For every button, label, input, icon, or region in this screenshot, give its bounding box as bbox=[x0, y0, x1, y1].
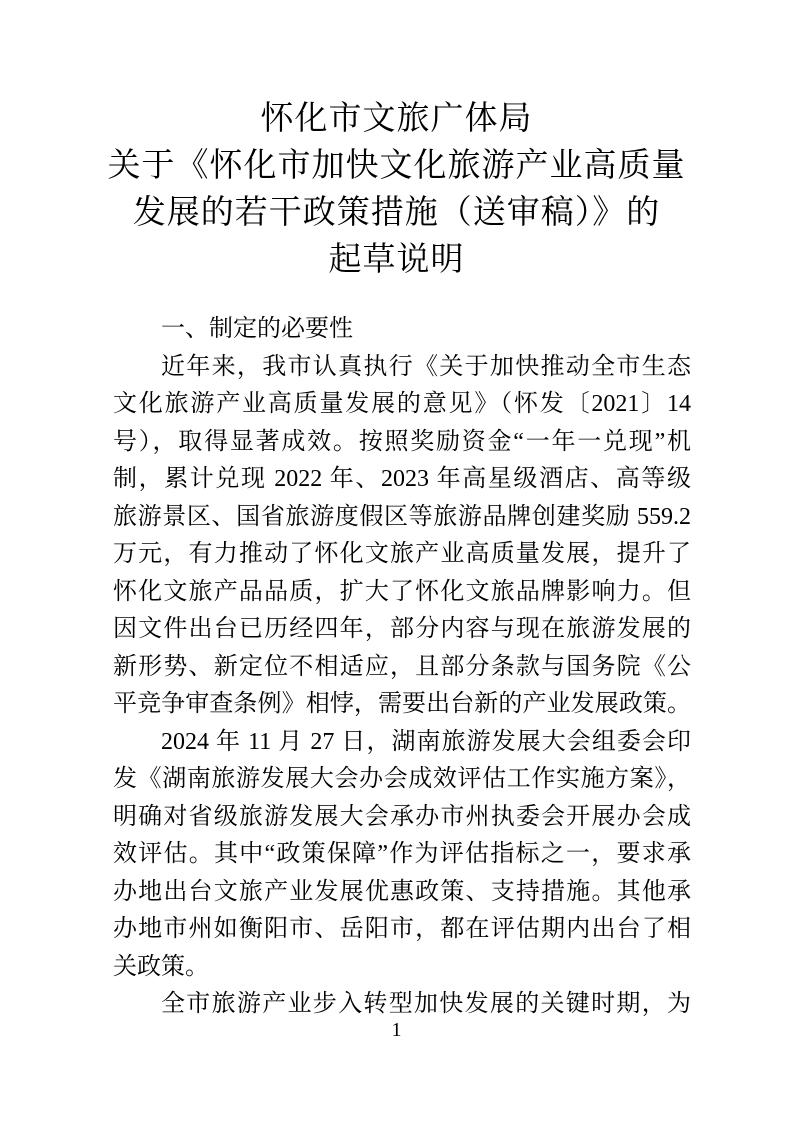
text-line: 近年来，我市认真执行《关于加快推动全市生态 bbox=[161, 353, 691, 380]
title-line: 关于《怀化市加快文化旅游产业高质量 bbox=[107, 148, 686, 184]
text-line: 平竞争审查条例》相悖，需要出台新的产业发展政策。 bbox=[113, 691, 691, 717]
text-line: 号），取得显著成效。按照奖励资金“一年一兑现”机 bbox=[113, 428, 691, 455]
text-line: 效评估。其中“政策保障”作为评估指标之一，要求承 bbox=[113, 841, 691, 867]
text-line: 因文件出台已历经四年，部分内容与现在旅游发展的 bbox=[113, 616, 691, 642]
title-line: 怀化市文旅广体局 bbox=[260, 101, 533, 137]
paragraph-container bbox=[113, 349, 691, 1024]
paragraph bbox=[113, 349, 691, 724]
document-title bbox=[0, 0, 793, 284]
section-heading: 一、制定的必要性 bbox=[161, 316, 353, 342]
text-line: 办地出台文旅产业发展优惠政策、支持措施。其他承 bbox=[113, 878, 691, 905]
text-line: 万元，有力推动了怀化文旅产业高质量发展，提升了 bbox=[113, 541, 691, 567]
text-line: 新形势、新定位不相适应，且部分条款与国务院《公 bbox=[113, 653, 691, 680]
title-line: 发展的若干政策措施（送审稿）》的 bbox=[132, 195, 661, 231]
text-line: 发《湖南旅游发展大会办会成效评估工作实施方案》， bbox=[113, 766, 691, 792]
page-number: 1 bbox=[391, 1019, 402, 1041]
text-line: 文化旅游产业高质量发展的意见》（怀发〔2021〕14 bbox=[113, 391, 691, 417]
title-line: 起草说明 bbox=[328, 242, 465, 278]
text-line: 明确对省级旅游发展大会承办市州执委会开展办会成 bbox=[113, 803, 691, 830]
text-line: 旅游景区、国省旅游度假区等旅游品牌创建奖励 559.2 bbox=[113, 503, 691, 530]
text-line: 怀化文旅产品品质，扩大了怀化文旅品牌影响力。但 bbox=[113, 578, 691, 605]
text-line: 全市旅游产业步入转型加快发展的关键时期，为 bbox=[161, 991, 691, 1017]
text-line: 关政策。 bbox=[113, 953, 209, 980]
text-line: 办地市州如衡阳市、岳阳市，都在评估期内出台了相 bbox=[113, 916, 691, 942]
document-body bbox=[113, 311, 691, 1024]
text-line: 2024 年 11 月 27 日，湖南旅游发展大会组委会印 bbox=[161, 728, 691, 755]
text-line: 制，累计兑现 2022 年、2023 年高星级酒店、高等级 bbox=[113, 466, 691, 492]
paragraph bbox=[113, 724, 691, 987]
